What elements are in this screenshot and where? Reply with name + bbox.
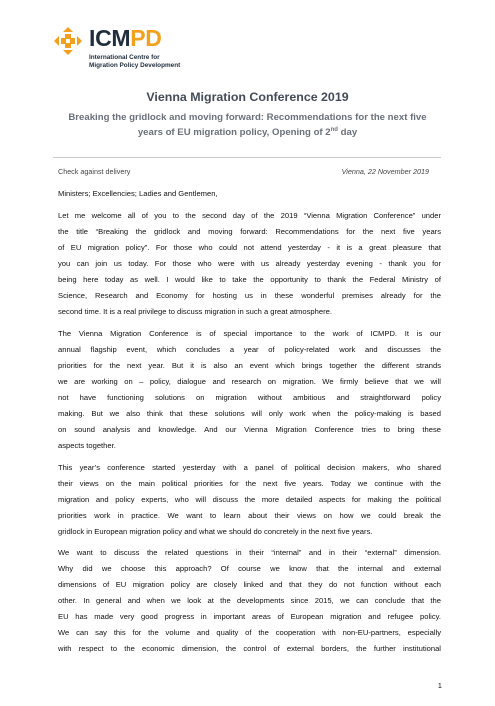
paragraph-line: The Vienna Migration Conference is of special importance to the work of ICMPD. It is our	[58, 329, 441, 338]
paragraph-line: We want to discuss the related questions in their “internal” and in their “external” dimension.	[58, 548, 441, 557]
paragraph	[58, 326, 441, 454]
logo-word-icm: ICM	[89, 25, 131, 51]
conference-subtitle	[40, 110, 455, 140]
paragraph-line: aspects together.	[58, 441, 116, 450]
paragraph-line: Science, Research and Economy for hosting us in these wonderful premises already for the	[58, 291, 441, 300]
header-divider	[53, 157, 441, 158]
paragraph-line: second time. It is a real privilege to discuss migration in such a great atmosphere.	[58, 307, 332, 316]
icmpd-logo	[53, 26, 253, 74]
paragraph-line: the title “Breaking the gridlock and moving forward: Recommendations for the next five years	[58, 227, 441, 236]
paragraph-line: you can join us today. For those who were with us already yesterday evening - thank you for	[58, 259, 441, 268]
salutation: Ministers; Excellencies; Ladies and Gentlemen,	[58, 189, 218, 198]
subtitle-line	[40, 125, 455, 140]
paragraph-line: We can say this for the volume and quality of the cooperation with non-EU-partners, especially	[58, 628, 441, 637]
paragraph-line: gridlock in European migration policy and what we should do concretely in the next five years.	[58, 527, 373, 536]
paragraph-line: Let me welcome all of you to the second day of the 2019 “Vienna Migration Conference” under	[58, 211, 441, 220]
logo-subtitle-line: Migration Policy Development	[89, 62, 181, 69]
paragraph-line: being here today as well. I would like to take the opportunity to thank the Federal Ministry of	[58, 275, 441, 284]
paragraph-line: not have functioning solutions on migration without ambitious and straightforward policy	[58, 393, 441, 402]
delivery-note: Check against delivery	[58, 167, 131, 176]
ordinal-suffix: nd	[330, 126, 338, 133]
paragraph-line: priorities for the next year. But it is also an event which brings together the different strands	[58, 361, 441, 370]
icmpd-arrows-icon	[53, 26, 83, 56]
paragraph-line: other. In general and when we look at the developments since 2015, we can conclude that the	[58, 596, 441, 605]
paragraph-line: we are working on – policy, dialogue and research on migration. We firmly believe that we will	[58, 377, 441, 386]
paragraph-line: their views on the main political priorities for the next five years. Today we continue with the	[58, 479, 441, 488]
subtitle-text: day	[337, 127, 358, 138]
paragraph-line: of EU migration policy”. For those who could not attend yesterday - it is a great pleasure that	[58, 243, 441, 252]
paragraph-line: annual flagship event, which concludes a year of policy-related work and discusses the	[58, 345, 441, 354]
paragraph	[58, 208, 441, 320]
paragraph	[58, 545, 441, 657]
paragraph-line: making. But we also think that these solutions will only work when the policy-making is based	[58, 409, 441, 418]
paragraph-line: with respect to the economic dimension, the control of external borders, the further institutional	[58, 644, 441, 653]
logo-subtitle-line: International Centre for	[89, 54, 160, 61]
paragraph-line: priorities work in practice. We want to learn about their views on how we could break the	[58, 511, 441, 520]
conference-title: Vienna Migration Conference 2019	[146, 90, 349, 104]
paragraph-line: on sound analysis and knowledge. And our Vienna Migration Conference tries to bring these	[58, 425, 441, 434]
paragraph-line: dimensions of EU migration policy are closely linked and that they do not function without each	[58, 580, 441, 589]
subtitle-line: Breaking the gridlock and moving forward: Recommendations for the next five	[68, 112, 427, 123]
paragraph-line: EU has made very good progress in important areas of European migration and refugee policy.	[58, 612, 441, 621]
logo-word-pd: PD	[130, 25, 162, 51]
subtitle-text: years of EU migration policy, Opening of 2	[137, 127, 331, 138]
logo-subtitle	[89, 54, 180, 70]
paragraph	[58, 460, 441, 540]
dateline: Vienna, 22 November 2019	[341, 167, 429, 176]
page-number: 1	[437, 681, 442, 690]
paragraph-line: Why did we choose this approach? Of course we know that the internal and external	[58, 564, 441, 573]
paragraph-line: migration and policy experts, who will discuss the more detailed aspects for making the political	[58, 495, 441, 504]
logo-wordmark	[89, 27, 162, 50]
paragraph-line: This year’s conference started yesterday with a panel of political decision makers, who shared	[58, 463, 441, 472]
